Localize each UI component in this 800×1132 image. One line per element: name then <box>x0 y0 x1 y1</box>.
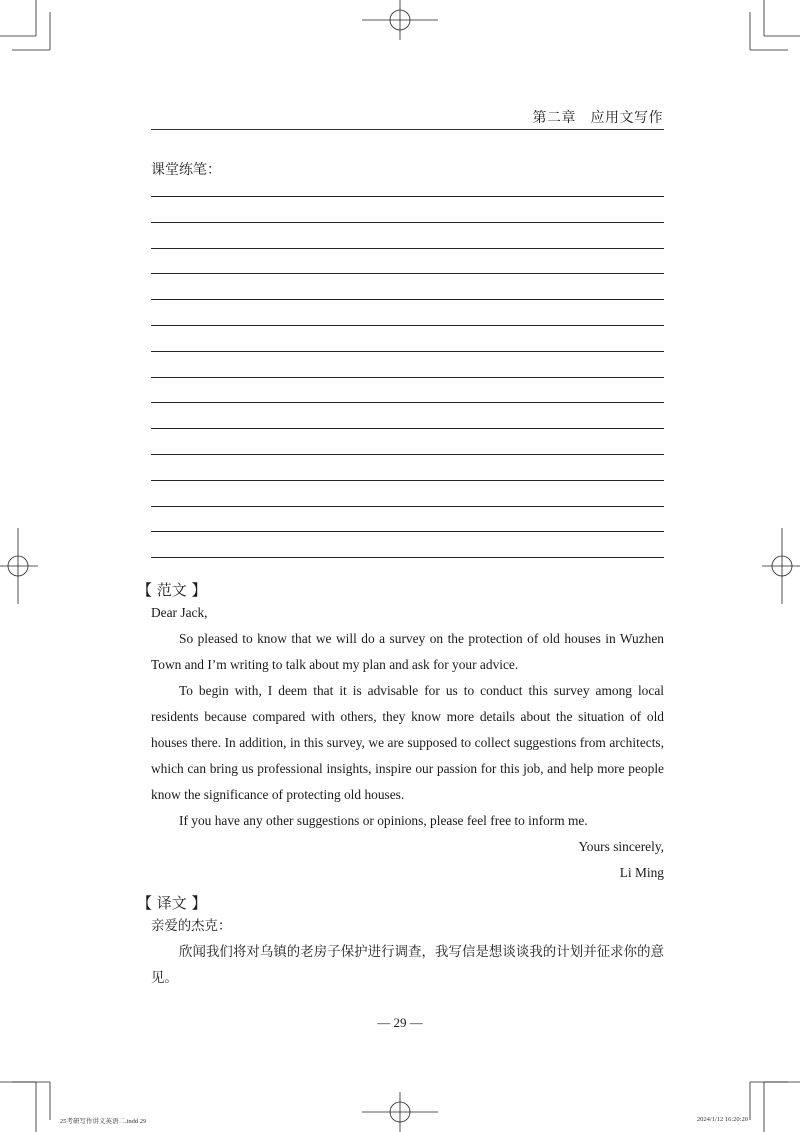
writing-line <box>151 273 664 274</box>
writing-line <box>151 299 664 300</box>
practice-label: 课堂练笔： <box>151 162 221 178</box>
writing-lines <box>151 196 664 583</box>
writing-line <box>151 377 664 378</box>
writing-line <box>151 248 664 249</box>
writing-line <box>151 480 664 481</box>
translation-salutation: 亲爱的杰克： <box>151 919 232 934</box>
translation-text <box>151 914 664 992</box>
writing-line <box>151 351 664 352</box>
page-number: — 29 — <box>377 1015 423 1030</box>
translation-paragraph: 欣闻我们将对乌镇的老房子保护进行调查，我写信是想谈谈我的计划并征求你的意见。 <box>151 945 664 986</box>
chapter-header: 第二章 应用文写作 <box>532 110 663 126</box>
footer-file-name: 25考研写作讲义英语二.indd 29 <box>60 1118 147 1125</box>
writing-line <box>151 402 664 403</box>
letter-paragraph: If you have any other suggestions or opinions, please feel free to inform me. <box>179 813 588 828</box>
translation-title: 【 译文 】 <box>137 894 207 912</box>
letter-signature: Li Ming <box>619 865 664 880</box>
model-essay-letter <box>151 600 664 886</box>
letter-paragraph: To begin with, I deem that it is advisable for us to conduct this survey among local residents because compared with others, they know more details about the situation of old houses there. In addition, in this survey, we are supposed to collect suggestions from architects, which can bring us professional insights, inspire our passion for this job, and help more people know the significance of protecting old houses. <box>151 683 664 802</box>
writing-line <box>151 325 664 326</box>
letter-salutation: Dear Jack, <box>151 605 208 620</box>
writing-line <box>151 531 664 532</box>
writing-line <box>151 506 664 507</box>
writing-line <box>151 557 664 558</box>
letter-closing: Yours sincerely, <box>578 839 664 854</box>
writing-line <box>151 196 664 197</box>
letter-paragraph: So pleased to know that we will do a survey on the protection of old houses in Wuzhen Town and I’m writing to talk about my plan and ask for your advice. <box>151 631 664 672</box>
writing-line <box>151 222 664 223</box>
footer-timestamp: 2024/1/12 16:20:20 <box>696 1116 748 1123</box>
model-essay-title: 【 范文 】 <box>137 581 207 599</box>
writing-line <box>151 454 664 455</box>
writing-line <box>151 428 664 429</box>
header-rule <box>151 129 664 130</box>
